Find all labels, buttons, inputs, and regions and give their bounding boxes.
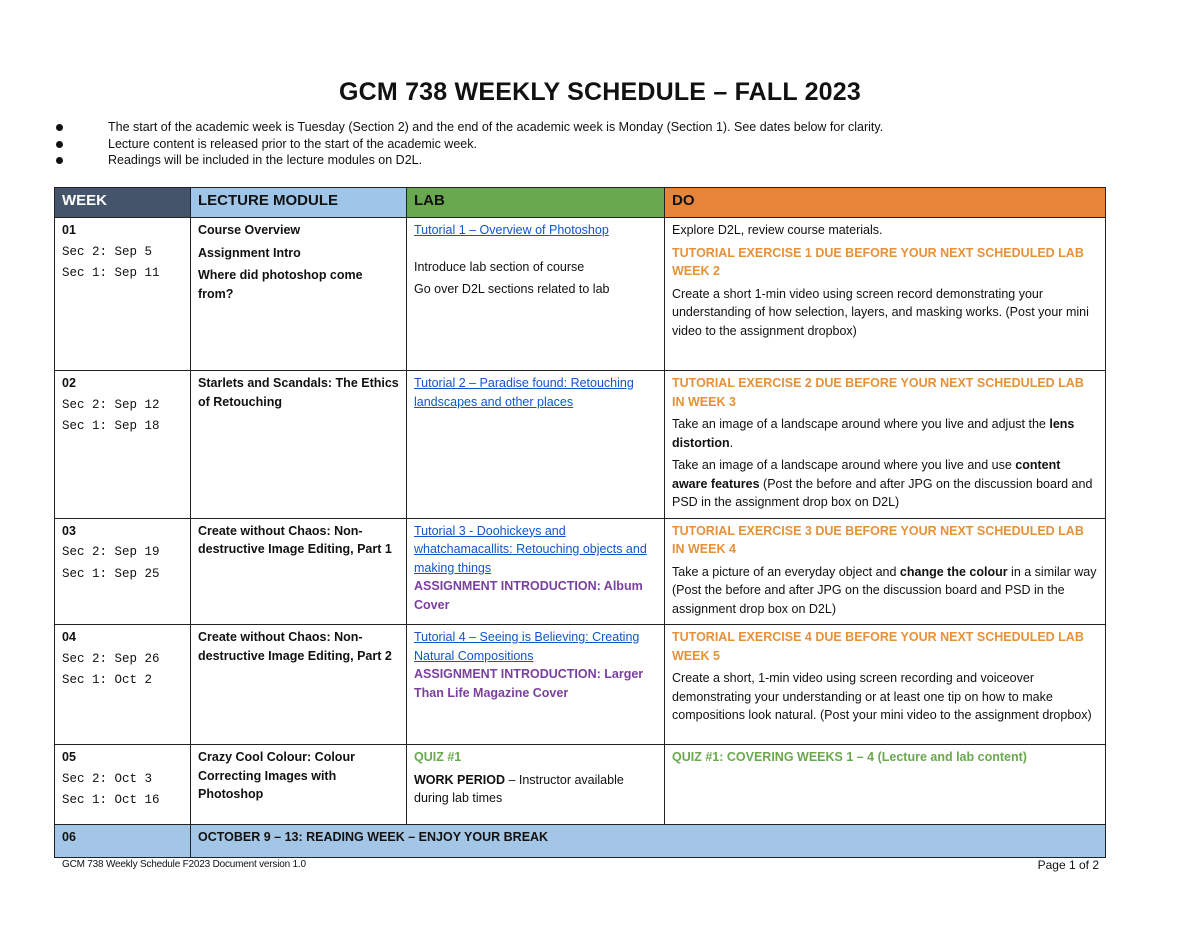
tutorial-link[interactable]: Tutorial 1 – Overview of Photoshop — [414, 223, 609, 237]
lecture-cell — [191, 745, 407, 825]
exercise-description — [672, 563, 1098, 619]
emphasis-text: content aware features — [672, 458, 1061, 491]
emphasis-text: change the colour — [899, 564, 1008, 579]
week-cell — [55, 745, 191, 825]
info-bullet-list — [56, 119, 1156, 169]
exercise-description: Create a short 1-min video using screen record demonstrating your understanding of how selection, layers, and masking works. (Post your mini video to the assignment dropbox) — [672, 286, 1089, 338]
section-2-date: Sec 2: Sep 19 — [62, 545, 160, 559]
table-row — [55, 745, 1106, 825]
text-run: Take an image of a landscape around where you live and use — [672, 458, 1016, 472]
reading-week-banner: OCTOBER 9 – 13: READING WEEK – ENJOY YOUR BREAK — [191, 825, 1106, 858]
text-run: – Instructor available during lab times — [414, 772, 624, 805]
bullet-item — [56, 119, 1156, 136]
bullet-text: Readings will be included in the lecture modules on D2L. — [108, 153, 423, 167]
assignment-introduction: ASSIGNMENT INTRODUCTION: Larger Than Life Magazine Cover — [414, 667, 644, 700]
week-number: 03 — [62, 523, 76, 538]
text-run: . — [729, 435, 734, 450]
lab-note: Go over D2L sections related to lab — [414, 282, 610, 296]
week-cell — [55, 518, 191, 625]
lab-cell — [407, 625, 665, 745]
footer-document-info: GCM 738 Weekly Schedule F2023 Document version 1.0 — [62, 859, 306, 870]
bullet-text: Lecture content is released prior to the start of the academic week. — [108, 136, 477, 151]
quiz-notice: QUIZ #1: COVERING WEEKS 1 – 4 (Lecture and lab content) — [672, 750, 1027, 764]
bullet-dot-icon — [56, 124, 63, 131]
section-2-date: Sec 2: Sep 26 — [62, 651, 160, 666]
section-2-date: Sec 2: Sep 12 — [62, 397, 160, 412]
work-period-note — [414, 771, 657, 808]
section-2-date: Sec 2: Oct 3 — [62, 771, 153, 786]
header-row — [55, 188, 1106, 218]
table-row — [55, 518, 1106, 625]
do-cell — [665, 625, 1106, 745]
section-1-date: Sec 1: Sep 18 — [62, 419, 160, 433]
exercise-description: Create a short, 1-min video using screen recording and voiceover demonstrating your understanding or at least one tip on how to make compositions look natural. (Post your mini video to the assignment dropbox) — [672, 671, 1092, 722]
lecture-topic: Assignment Intro — [198, 245, 301, 260]
tutorial-link[interactable]: Tutorial 4 – Seeing is Believing: Creating Natural Compositions — [414, 630, 640, 663]
exercise-description — [672, 456, 1098, 512]
section-1-date: Sec 1: Sep 11 — [62, 266, 160, 280]
emphasis-text: WORK PERIOD — [414, 772, 505, 787]
page-title: GCM 738 WEEKLY SCHEDULE – FALL 2023 — [339, 78, 861, 106]
table-row — [55, 218, 1106, 371]
do-cell — [665, 218, 1106, 371]
lab-cell — [407, 218, 665, 371]
exercise-due-notice: TUTORIAL EXERCISE 2 DUE BEFORE YOUR NEXT SCHEDULED LAB IN WEEK 3 — [672, 376, 1084, 409]
schedule-table — [54, 187, 1106, 858]
section-1-date: Sec 1: Oct 2 — [62, 673, 153, 687]
week-cell — [55, 371, 191, 519]
exercise-description — [672, 415, 1098, 452]
section-2-date: Sec 2: Sep 5 — [62, 244, 153, 259]
emphasis-text: lens distortion — [672, 417, 1075, 450]
bullet-dot-icon — [56, 141, 63, 148]
week-number: 02 — [62, 376, 76, 390]
text-run: Take a picture of an everyday object and — [672, 564, 900, 579]
section-1-date: Sec 1: Oct 16 — [62, 793, 160, 807]
tutorial-link[interactable]: Tutorial 3 - Doohickeys and whatchamacallits: Retouching objects and making things — [414, 523, 647, 575]
lecture-cell — [191, 371, 407, 519]
assignment-introduction: ASSIGNMENT INTRODUCTION: Album Cover — [414, 579, 643, 612]
section-1-date: Sec 1: Sep 25 — [62, 566, 160, 581]
lecture-topic: Where did photoshop come from? — [198, 268, 363, 301]
exercise-due-notice: TUTORIAL EXERCISE 1 DUE BEFORE YOUR NEXT SCHEDULED LAB WEEK 2 — [672, 245, 1084, 278]
do-cell — [665, 745, 1106, 825]
lecture-topic: Create without Chaos: Non-destructive Image Editing, Part 2 — [198, 630, 392, 663]
week-number: 06 — [55, 825, 191, 858]
lab-cell — [407, 745, 665, 825]
table-row — [55, 625, 1106, 745]
lecture-topic: Crazy Cool Colour: Colour Correcting Images with Photoshop — [198, 750, 355, 801]
lab-note: Introduce lab section of course — [414, 259, 585, 274]
table-row — [55, 371, 1106, 519]
reading-week-row — [55, 825, 1106, 858]
quiz-label: QUIZ #1 — [414, 750, 462, 764]
do-intro: Explore D2L, review course materials. — [672, 223, 883, 237]
text-run: Take an image of a landscape around where you live and adjust the — [672, 417, 1050, 431]
week-number: 01 — [62, 223, 76, 237]
lecture-cell — [191, 518, 407, 625]
bullet-dot-icon — [56, 157, 63, 164]
do-cell — [665, 371, 1106, 519]
week-cell — [55, 625, 191, 745]
header-do: DO — [665, 188, 1106, 218]
lecture-topic: Starlets and Scandals: The Ethics of Retouching — [198, 376, 399, 409]
lecture-cell — [191, 218, 407, 371]
bullet-text: The start of the academic week is Tuesday (Section 2) and the end of the academic week is Monday (Section 1). See dates below for clarity. — [108, 120, 884, 134]
bullet-item — [56, 136, 1156, 153]
lecture-topic: Course Overview — [198, 223, 301, 237]
tutorial-link[interactable]: Tutorial 2 – Paradise found: Retouching landscapes and other places — [414, 376, 634, 409]
text-run: (Post the before and after JPG on the discussion board and PSD in the assignment drop box on D2L) — [672, 476, 1093, 509]
lab-cell — [407, 518, 665, 625]
lecture-topic: Create without Chaos: Non-destructive Image Editing, Part 1 — [198, 523, 392, 556]
do-cell — [665, 518, 1106, 625]
lab-cell — [407, 371, 665, 519]
exercise-due-notice: TUTORIAL EXERCISE 3 DUE BEFORE YOUR NEXT SCHEDULED LAB IN WEEK 4 — [672, 523, 1084, 556]
exercise-due-notice: TUTORIAL EXERCISE 4 DUE BEFORE YOUR NEXT SCHEDULED LAB WEEK 5 — [672, 630, 1084, 663]
lecture-cell — [191, 625, 407, 745]
text-run: in a similar way (Post the before and after JPG on the discussion board and PSD in the assignment drop box on D2L) — [672, 564, 1097, 616]
bullet-item — [56, 152, 1156, 169]
header-week: WEEK — [55, 188, 191, 218]
header-lecture-module: LECTURE MODULE — [191, 188, 407, 218]
header-lab: LAB — [407, 188, 665, 218]
week-number: 04 — [62, 630, 76, 644]
week-cell — [55, 218, 191, 371]
week-number: 05 — [62, 750, 76, 764]
footer-page-number: Page 1 of 2 — [1037, 858, 1099, 872]
